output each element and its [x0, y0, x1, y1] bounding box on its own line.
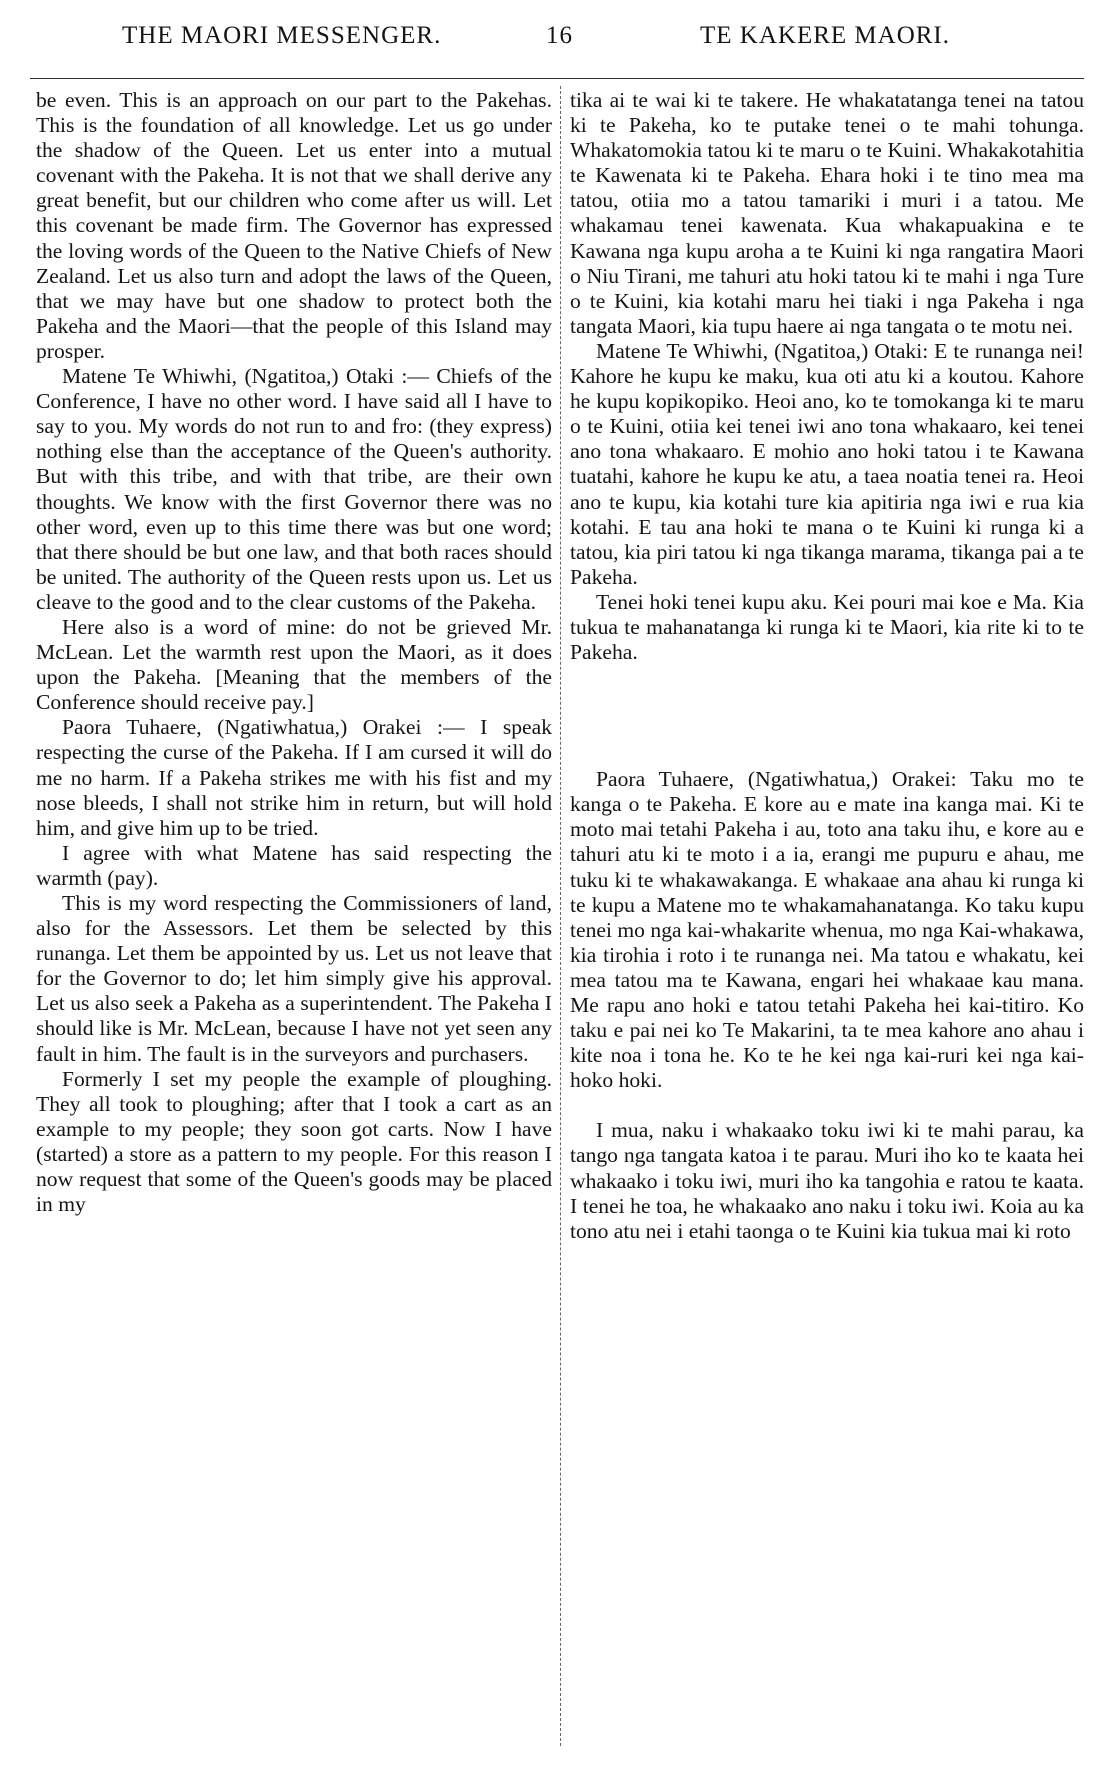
english-paragraph: This is my word respecting the Commissioners of land, also for the Assessors. Let them be selected by this runanga. Let them be appointed by us. Let us not leave that for the Governor to do; let him simply give his approval. Let us also seek a Pakeha as a superintendent. The Pakeha I should like is Mr. McLean, because I have not yet seen any fault in him. The fault is in the surveyors and purchasers. [36, 891, 552, 1066]
column-divider [560, 86, 561, 1746]
maori-paragraph: Tenei hoki tenei kupu aku. Kei pouri mai koe e Ma. Kia tukua te mahanatanga ki runga ki te Maori, kia rite ki to te Pakeha. [570, 589, 1084, 665]
english-paragraph: Formerly I set my people the example of ploughing. They all took to ploughing; after that I took a cart as an example to my people; they soon got carts. Now I have (started) a store as a pattern to my people. For this reason I now request that some of the Queen's goods may be placed in my [36, 1066, 552, 1217]
english-masthead-title: THE MAORI MESSENGER. [122, 22, 442, 49]
english-paragraph: Here also is a word of mine: do not be grieved Mr. McLean. Let the warmth rest upon the Maori, as it does upon the Pakeha. [Meaning that the members of the Conference should receive pay.] [36, 614, 552, 715]
maori-masthead-title: TE KAKERE MAORI. [700, 22, 951, 49]
english-paragraph: Matene Te Whiwhi, (Ngatitoa,) Otaki :— Chiefs of the Conference, I have no other word. I have said all I have to say to you. My words do not run to and fro: (they express) nothing else than the acceptance of the Queen's authority. But with this tribe, and with that tribe, are their own thoughts. We know with the first Governor there was no other word, even up to this time there was but one word; that there should be but one law, and that both races should be united. The authority of the Queen rests upon us. Let us cleave to the good and to the clear customs of the Pakeha. [36, 364, 552, 614]
page-number: 16 [546, 22, 573, 49]
maori-paragraph: Paora Tuhaere, (Ngatiwhatua,) Orakei: Taku mo te kanga o te Pakeha. E kore au e mate ina kanga mai. Ki te moto mai tetahi Pakeha i au, toto ana taku ihu, e kore au e tahuri atu ki te moto i a ia, erangi me pupuru e ahau, me tuku ki te whakawakanga. E whakaae ana ahau ki runga ki te kupu a Matene mo te whakamahanatanga. Ko taku kupu tenei mo nga kai-whakarite whenua, mo nga Kai-whakawa, kia tirohia i roto i te runanga nei. Ma tatou e whakatu, kei mea tatou ma te Kawana, engari hei whakaae kau mana. Me rapu ano hoki e tatou tetahi Pakeha hei kai-titiro. Ko taku e pai nei ko Te Makarini, ta te mea kahore ano ahau i kite noa i tona he. Ko te he kei nga kai-ruri kei nga kai-hoko hoki. [570, 767, 1084, 1093]
page-header [0, 22, 1114, 62]
maori-paragraph: Matene Te Whiwhi, (Ngatitoa,) Otaki: E te runanga nei! Kahore he kupu ke maku, kua oti atu ki a koutou. Kahore he kupu kopikopiko. Heoi ano, ko te tomokanga ki te maru o te Kuini, otiia kei tenei iwi ano tona whakaaro, kei tenei ano tona whakaaro. E mohio ano hoki tatou i te Kawana tuatahi, kahore he kupu ke atu, a taea noatia tenei ra. Heoi ano te kupu, kia kotahi ture kia apitiria nga iwi e rua kia kotahi. E tau ana hoki te mana o te Kuini ki runga ki a tatou, kia piri tatou ki nga tikanga marama, tikanga pai a te Pakeha. [570, 338, 1084, 589]
column-spacer [570, 1093, 1084, 1118]
maori-column [570, 88, 1084, 1244]
english-paragraph: be even. This is an approach on our part to the Pakehas. This is the foundation of all knowledge. Let us go under the shadow of the Queen. Let us enter into a mutual covenant with the Pakeha. It is not that we shall derive any great benefit, but our children who come after us will. Let this covenant be made firm. The Governor has expressed the loving words of the Queen to the Native Chiefs of New Zealand. Let us also turn and adopt the laws of the Queen, that we may have but one shadow to protect both the Pakeha and the Maori—that the people of this Island may prosper. [36, 88, 552, 363]
english-paragraph: Paora Tuhaere, (Ngatiwhatua,) Orakei :— I speak respecting the curse of the Pakeha. If I am cursed it will do me no harm. If a Pakeha strikes me with his fist and my nose bleeds, I shall not strike him in return, but will hold him, and give him up to be tried. [36, 715, 552, 840]
english-column [36, 88, 552, 1217]
maori-paragraph: I mua, naku i whakaako toku iwi ki te mahi parau, ka tango nga tangata katoa i te parau. Muri iho ko te kaata hei whakaako i toku iwi, muri iho ka tangohia e ratou te kaata. I tenei he toa, he whakaako ano naku i toku iwi. Koia au ka tono atu nei i etahi taonga o te Kuini kia tukua mai ki roto [570, 1118, 1084, 1243]
header-rule [30, 78, 1084, 79]
column-spacer [570, 665, 1084, 767]
english-paragraph: I agree with what Matene has said respecting the warmth (pay). [36, 840, 552, 890]
maori-paragraph: tika ai te wai ki te takere. He whakatatanga tenei na tatou ki te Pakeha, ko te putake tenei o te mahi tohunga. Whakatomokia tatou ki te maru o te Kuini. Whakakotahitia te Kawenata ki te Pakeha. Ehara hoki i te tino mea ma tatou, otiia mo a tatou tamariki i muri i a tatou. Me whakamau tenei kawenata. Kua whakapuakina e te Kawana nga kupu aroha a te Kuini ki nga rangatira Maori o Niu Tirani, me tahuri atu hoki tatou ki te mahi i nga Ture o te Kuini, kia kotahi maru hei tiaki i nga Pakeha i nga tangata Maori, kia tupu haere ai nga tangata o te motu nei. [570, 88, 1084, 338]
